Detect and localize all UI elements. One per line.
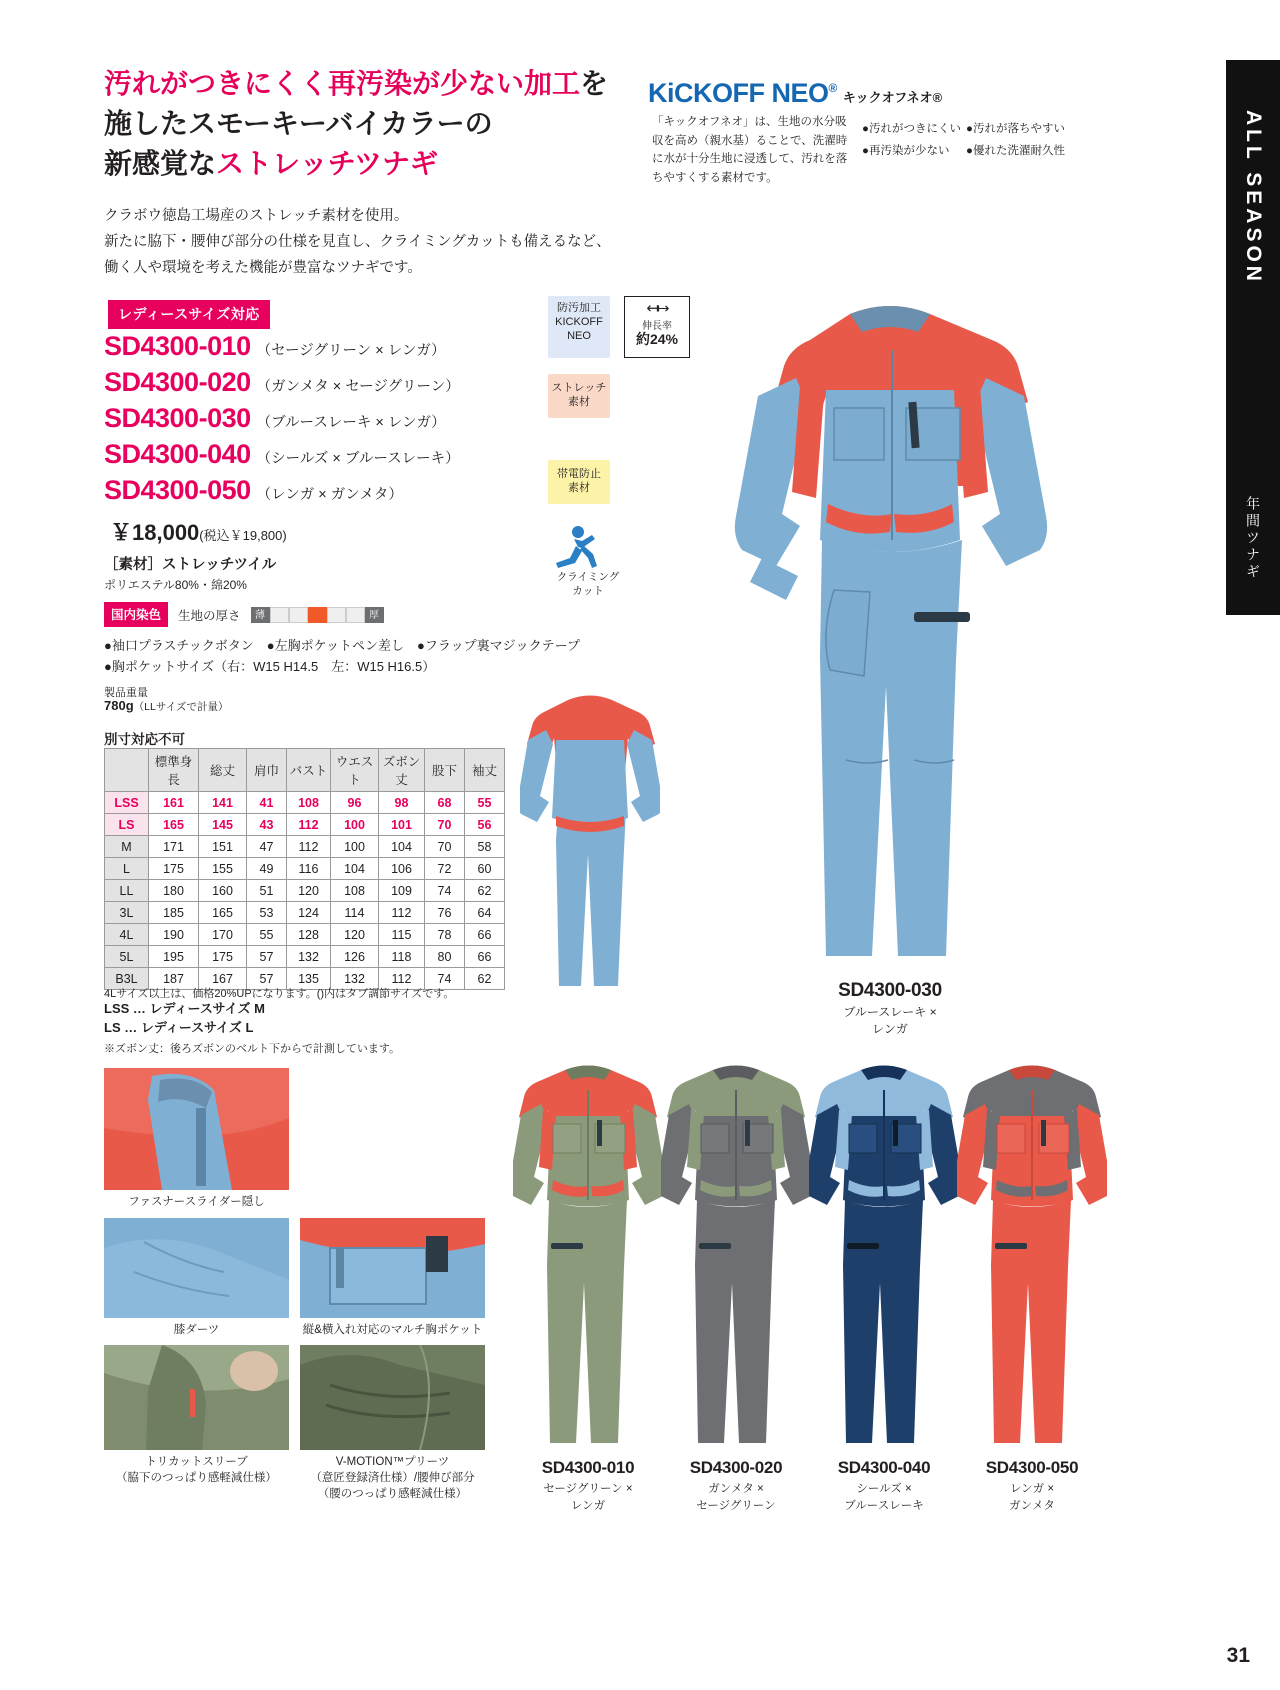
- list-item: ●汚れが落ちやすい: [966, 123, 1065, 135]
- kickoff-bullets-left: [862, 118, 966, 163]
- col-header: 標準身長: [149, 749, 199, 792]
- cell: 114: [331, 902, 379, 924]
- size-table: [104, 748, 505, 990]
- climbing-cut-badge: [548, 525, 628, 598]
- detail-photo-5: [300, 1345, 485, 1503]
- variant-sd4300-020: [661, 1060, 811, 1514]
- cell: 57: [247, 968, 287, 990]
- table-row: [105, 836, 505, 858]
- col-header: ズボン丈: [379, 749, 425, 792]
- kickoff-bullets-right: [966, 118, 1070, 163]
- cell: 60: [465, 858, 505, 880]
- variant-code: SD4300-020: [689, 1458, 783, 1477]
- cell: 160: [199, 880, 247, 902]
- cell: 135: [287, 968, 331, 990]
- col-header: ウエスト: [331, 749, 379, 792]
- stretch-rate-label: 伸長率: [642, 321, 672, 332]
- cell: 56: [465, 814, 505, 836]
- kickoff-bullet-list: [862, 118, 1082, 163]
- price: [110, 516, 287, 547]
- cell: 98: [379, 792, 425, 814]
- kickoff-description: 「キックオフネオ」は、生地の水分吸収を高め（親水基）ることで、洗濯時に水が十分生地に浸透して、汚れを落ちやすくする素材です。: [652, 116, 848, 184]
- page-number: 31: [1226, 1644, 1250, 1667]
- season-sub-label: 年間ツナギ: [1245, 496, 1261, 581]
- cell: 124: [287, 902, 331, 924]
- product-weight-value: [104, 698, 228, 714]
- thickness-scale: [251, 607, 384, 623]
- cell: 58: [465, 836, 505, 858]
- cell: 57: [247, 946, 287, 968]
- cell: 64: [465, 902, 505, 924]
- ladies-size-badge: レディースサイズ対応: [108, 300, 270, 329]
- cell: 112: [287, 814, 331, 836]
- cell: 104: [379, 836, 425, 858]
- cell: 165: [149, 814, 199, 836]
- detail-caption: V-MOTION™プリーツ （意匠登録済仕様）/腰伸び部分 （腰のつっぱり感軽減仕様）: [310, 1456, 475, 1500]
- product-color-name: （セージグリーン × レンガ）: [256, 343, 446, 359]
- cell: 104: [331, 858, 379, 880]
- cell: 100: [331, 814, 379, 836]
- cell: 132: [331, 968, 379, 990]
- cell: 112: [287, 836, 331, 858]
- kickoff-kana: キックオフネオ®: [842, 90, 943, 105]
- season-side-tab: [1226, 60, 1280, 615]
- product-code: SD4300-050: [104, 475, 251, 505]
- cell: 112: [379, 902, 425, 924]
- variant-code: SD4300-050: [985, 1458, 1079, 1477]
- col-header: 股下: [425, 749, 465, 792]
- main-product-color: ブルースレーキ × レンガ: [843, 1005, 937, 1037]
- lead-paragraph: クラボウ徳島工場産のストレッチ素材を使用。 新たに脇下・腰伸び部分の仕様を見直し、クライミングカットも備えるなど、 働く人や環境を考えた機能が豊富なツナギです。: [104, 208, 611, 276]
- stretch-rate-badge: [624, 296, 690, 358]
- list-item: [104, 436, 534, 472]
- table-row: [105, 946, 505, 968]
- season-label: ALL SEASON: [1242, 110, 1265, 285]
- col-header: 総丈: [199, 749, 247, 792]
- headline-line-1: [104, 64, 624, 104]
- cell: 101: [379, 814, 425, 836]
- thickness-step: [289, 607, 308, 623]
- headline-highlight-1: 汚れがつきにくく再汚染が少ない加工: [104, 68, 581, 99]
- cell: 128: [287, 924, 331, 946]
- cell: 43: [247, 814, 287, 836]
- cell: 170: [199, 924, 247, 946]
- cell: 175: [149, 858, 199, 880]
- table-row: [105, 902, 505, 924]
- cell: 112: [379, 968, 425, 990]
- cell: 187: [149, 968, 199, 990]
- table-row: [105, 924, 505, 946]
- list-item: [104, 364, 534, 400]
- size-label: LS: [105, 814, 149, 836]
- size-label: 4L: [105, 924, 149, 946]
- kickoff-registered-mark: ®: [828, 81, 837, 95]
- thickness-label: 生地の厚さ: [178, 608, 241, 623]
- list-item: [104, 472, 534, 508]
- price-tax-included: (税込￥19,800): [199, 528, 287, 543]
- cell: 115: [379, 924, 425, 946]
- cell: 120: [331, 924, 379, 946]
- variant-color-name: ガンメタ × セージグリーン: [696, 1483, 776, 1512]
- cell: 175: [199, 946, 247, 968]
- variant-color-name: セージグリーン × レンガ: [543, 1483, 633, 1512]
- col-header: [105, 749, 149, 792]
- size-label: B3L: [105, 968, 149, 990]
- detail-caption: 縦&横入れ対応のマルチ胸ポケット: [302, 1324, 483, 1336]
- cell: 161: [149, 792, 199, 814]
- thickness-step: [270, 607, 289, 623]
- col-header: 肩巾: [247, 749, 287, 792]
- detail-photo-1: [104, 1068, 289, 1211]
- material-composition: ポリエステル80%・綿20%: [104, 578, 247, 592]
- cell: 185: [149, 902, 199, 924]
- back-view-photo: [520, 690, 660, 990]
- table-header-row: [105, 749, 505, 792]
- detail-photo-2: [104, 1218, 289, 1339]
- product-code-list: [104, 328, 534, 508]
- thickness-step-active: [308, 607, 327, 623]
- list-item: ●優れた洗濯耐久性: [966, 145, 1065, 158]
- cell: 190: [149, 924, 199, 946]
- page-headline: [104, 64, 624, 183]
- price-note: 4Lサイズ以上は、価格20%UPになります。()内はタブ調節サイズです。: [104, 988, 455, 1000]
- product-weight-label: 製品重量: [104, 687, 148, 699]
- list-item: ●汚れがつきにくい: [862, 123, 961, 135]
- stretch-arrow-icon: ↤↦: [646, 300, 668, 317]
- cell: 180: [149, 880, 199, 902]
- cell: 126: [331, 946, 379, 968]
- thickness-thick-label: 厚: [365, 607, 384, 623]
- list-item: [104, 400, 534, 436]
- cell: 47: [247, 836, 287, 858]
- cell: 55: [465, 792, 505, 814]
- variant-sd4300-040: [809, 1060, 959, 1514]
- cell: 141: [199, 792, 247, 814]
- climbing-cut-label: クライミング カット: [556, 571, 620, 597]
- variant-sd4300-010: [513, 1060, 663, 1514]
- table-row: [105, 792, 505, 814]
- cell: 41: [247, 792, 287, 814]
- ladies-size-note: LSS … レディースサイズ M LS … レディースサイズ L: [104, 1001, 265, 1035]
- headline-line-3: [104, 144, 624, 184]
- cell: 106: [379, 858, 425, 880]
- variant-photo: [513, 1060, 663, 1450]
- domestic-dye-badge: 国内染色: [104, 602, 168, 627]
- product-color-name: （レンガ × ガンメタ）: [256, 487, 403, 503]
- feature-list: ●袖口プラスチックボタン ●左胸ポケットペン差し ●フラップ裏マジックテープ ●胸ポケットサイズ（右：W15 H14.5 左：W15 H16.5）: [104, 638, 580, 674]
- price-value: ￥18,000: [110, 520, 200, 545]
- cell: 70: [425, 836, 465, 858]
- cell: 108: [287, 792, 331, 814]
- cell: 118: [379, 946, 425, 968]
- thickness-step: [346, 607, 365, 623]
- size-label: LL: [105, 880, 149, 902]
- cell: 100: [331, 836, 379, 858]
- kickoff-bullet-text: 再汚染が少ない: [868, 145, 950, 158]
- cell: 53: [247, 902, 287, 924]
- cell: 66: [465, 946, 505, 968]
- product-color-name: （ガンメタ × セージグリーン）: [256, 379, 460, 395]
- cell: 51: [247, 880, 287, 902]
- cell: 62: [465, 968, 505, 990]
- cell: 55: [247, 924, 287, 946]
- size-label: LSS: [105, 792, 149, 814]
- main-product-code: SD4300-030: [838, 980, 942, 1001]
- cell: 108: [331, 880, 379, 902]
- cell: 132: [287, 946, 331, 968]
- kickoff-bullet-text: 優れた洗濯耐久性: [972, 145, 1065, 158]
- list-item: ●再汚染が少ない: [862, 145, 950, 158]
- cell: 68: [425, 792, 465, 814]
- size-label: 5L: [105, 946, 149, 968]
- kickoff-bullet-text: 汚れが落ちやすい: [972, 123, 1065, 135]
- cell: 109: [379, 880, 425, 902]
- variant-photo: [957, 1060, 1107, 1450]
- headline-line-3-head: 新感覚な: [104, 147, 217, 179]
- thickness-step: [327, 607, 346, 623]
- headline-line-2: 施したスモーキーバイカラーの: [104, 107, 493, 139]
- cell: 96: [331, 792, 379, 814]
- cell: 66: [465, 924, 505, 946]
- cell: 167: [199, 968, 247, 990]
- product-color-name: （ブルースレーキ × レンガ）: [256, 415, 446, 431]
- kickoff-logo-text: KiCKOFF NEO: [648, 78, 829, 108]
- product-code: SD4300-020: [104, 367, 251, 397]
- detail-caption: トリカットスリーブ （脇下のつっぱり感軽減仕様）: [116, 1456, 277, 1484]
- detail-photo-4: [104, 1345, 289, 1487]
- variant-sd4300-050: [957, 1060, 1107, 1514]
- cell: 116: [287, 858, 331, 880]
- cell: 171: [149, 836, 199, 858]
- cell: 78: [425, 924, 465, 946]
- size-label: L: [105, 858, 149, 880]
- product-color-name: （シールズ × ブルースレーキ）: [256, 451, 460, 467]
- table-row: [105, 858, 505, 880]
- cell: 145: [199, 814, 247, 836]
- badge-antistatic-material: 帯電防止 素材: [548, 460, 610, 504]
- size-label: 3L: [105, 902, 149, 924]
- product-code: SD4300-040: [104, 439, 251, 469]
- weight-number: 780g: [104, 698, 134, 713]
- variant-photo: [661, 1060, 811, 1450]
- variant-code: SD4300-040: [837, 1458, 931, 1477]
- cell: 151: [199, 836, 247, 858]
- detail-caption: 膝ダーツ: [173, 1324, 220, 1336]
- table-row: [105, 814, 505, 836]
- main-product-photo: [700, 290, 1080, 980]
- product-code: SD4300-030: [104, 403, 251, 433]
- material-label: ［素材］ストレッチツイル: [104, 557, 277, 573]
- cell: 155: [199, 858, 247, 880]
- cell: 76: [425, 902, 465, 924]
- cell: 70: [425, 814, 465, 836]
- cell: 74: [425, 880, 465, 902]
- size-label: M: [105, 836, 149, 858]
- cell: 195: [149, 946, 199, 968]
- detail-photo-3: [300, 1218, 485, 1339]
- no-custom-size-note: 別寸対応不可: [104, 732, 185, 747]
- variant-color-name: レンガ × ガンメタ: [1009, 1483, 1055, 1512]
- headline-highlight-2: ストレッチツナギ: [216, 147, 439, 179]
- thickness-thin-label: 薄: [251, 607, 270, 623]
- cell: 165: [199, 902, 247, 924]
- detail-caption: ファスナースライダー隠し: [128, 1196, 265, 1208]
- fabric-thickness-row: [104, 602, 384, 627]
- list-item: [104, 328, 534, 364]
- cell: 80: [425, 946, 465, 968]
- cell: 49: [247, 858, 287, 880]
- variant-photo: [809, 1060, 959, 1450]
- cell: 120: [287, 880, 331, 902]
- kickoff-bullet-text: 汚れがつきにくい: [868, 123, 961, 135]
- variant-code: SD4300-010: [541, 1458, 635, 1477]
- measurement-note: ※ズボン丈：後ろズボンのベルト下からで計測しています。: [104, 1043, 401, 1055]
- cell: 74: [425, 968, 465, 990]
- col-header: バスト: [287, 749, 331, 792]
- kickoff-neo-logo: [648, 78, 942, 109]
- headline-line-1-tail: を: [580, 68, 609, 99]
- badge-kickoff-neo: 防汚加工 KICKOFF NEO: [548, 296, 610, 358]
- cell: 62: [465, 880, 505, 902]
- product-code: SD4300-010: [104, 331, 251, 361]
- climbing-figure-icon: [548, 525, 628, 571]
- badge-stretch-material: ストレッチ 素材: [548, 374, 610, 418]
- col-header: 袖丈: [465, 749, 505, 792]
- weight-note: （LLサイズで計量）: [133, 701, 229, 713]
- cell: 72: [425, 858, 465, 880]
- stretch-rate-value: 約24%: [635, 331, 679, 347]
- table-row: [105, 880, 505, 902]
- variant-color-name: シールズ × ブルースレーキ: [844, 1483, 924, 1512]
